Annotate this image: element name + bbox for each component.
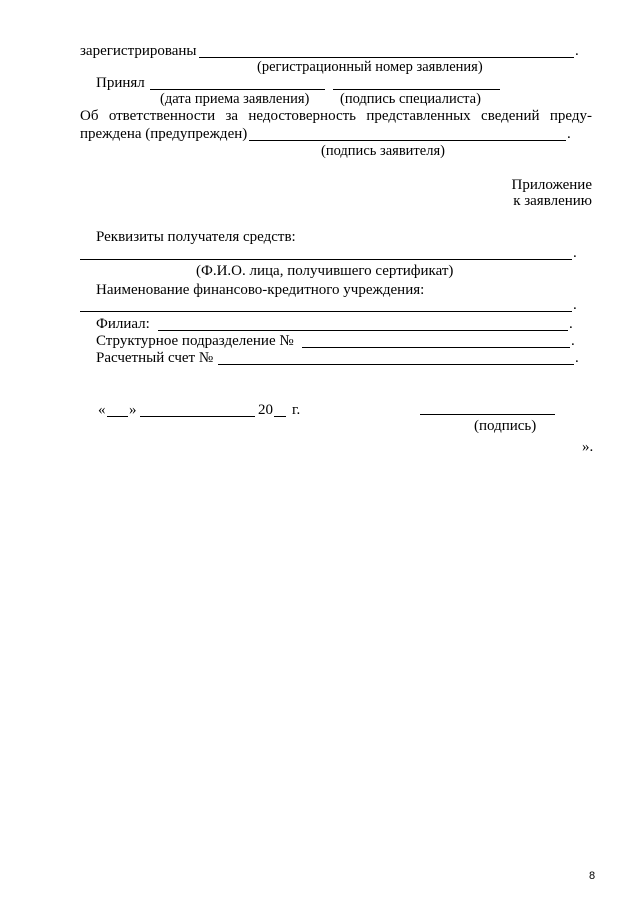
year-field[interactable] — [274, 416, 286, 417]
appendix-subtitle: к заявлению — [513, 193, 592, 209]
registration-label: зарегистрированы — [80, 43, 197, 59]
applicant-signature-caption: (подпись заявителя) — [321, 143, 445, 159]
institution-label: Наименование финансово-кредитного учреждения: — [96, 282, 425, 298]
signature-caption: (подпись) — [474, 418, 537, 434]
registration-caption: (регистрационный номер заявления) — [257, 59, 483, 75]
applicant-signature-field[interactable] — [249, 140, 566, 141]
institution-end: . — [573, 297, 577, 313]
day-field[interactable] — [107, 416, 128, 417]
date-open-quote: « — [98, 402, 106, 418]
appendix-title: Приложение — [511, 177, 592, 193]
closing-mark: ». — [582, 439, 594, 455]
requisites-title: Реквизиты получателя средств: — [96, 229, 296, 245]
recipient-fio-field[interactable] — [80, 259, 572, 260]
accepted-date-field[interactable] — [150, 89, 325, 90]
date-close-quote: » — [129, 402, 137, 418]
branch-label: Филиал: — [96, 316, 150, 332]
institution-field[interactable] — [80, 311, 572, 312]
month-field[interactable] — [140, 416, 255, 417]
account-label: Расчетный счет № — [96, 350, 214, 366]
accepted-date-caption: (дата приема заявления) — [160, 91, 310, 107]
signature-field[interactable] — [420, 414, 555, 415]
registration-number-field[interactable] — [199, 57, 574, 58]
specialist-signature-field[interactable] — [333, 89, 500, 90]
year-prefix: 20 — [258, 402, 273, 418]
responsibility-line-1: Об ответственности за недостоверность представленных сведений преду- — [80, 108, 592, 124]
accepted-label: Принял — [96, 75, 145, 91]
registration-end: . — [575, 43, 579, 59]
year-suffix: г. — [292, 402, 301, 418]
recipient-fio-end: . — [573, 245, 577, 261]
account-number-field[interactable] — [218, 364, 574, 365]
account-end: . — [575, 350, 579, 366]
branch-field[interactable] — [158, 330, 568, 331]
page-number: 8 — [589, 870, 596, 882]
recipient-fio-caption: (Ф.И.О. лица, получившего сертификат) — [196, 263, 454, 279]
specialist-signature-caption: (подпись специалиста) — [340, 91, 481, 107]
branch-end: . — [569, 316, 573, 332]
unit-end: . — [571, 333, 575, 349]
unit-label: Структурное подразделение № — [96, 333, 294, 349]
responsibility-end: . — [567, 126, 571, 142]
responsibility-line-2: преждена (предупрежден) — [80, 126, 248, 142]
unit-number-field[interactable] — [302, 347, 570, 348]
